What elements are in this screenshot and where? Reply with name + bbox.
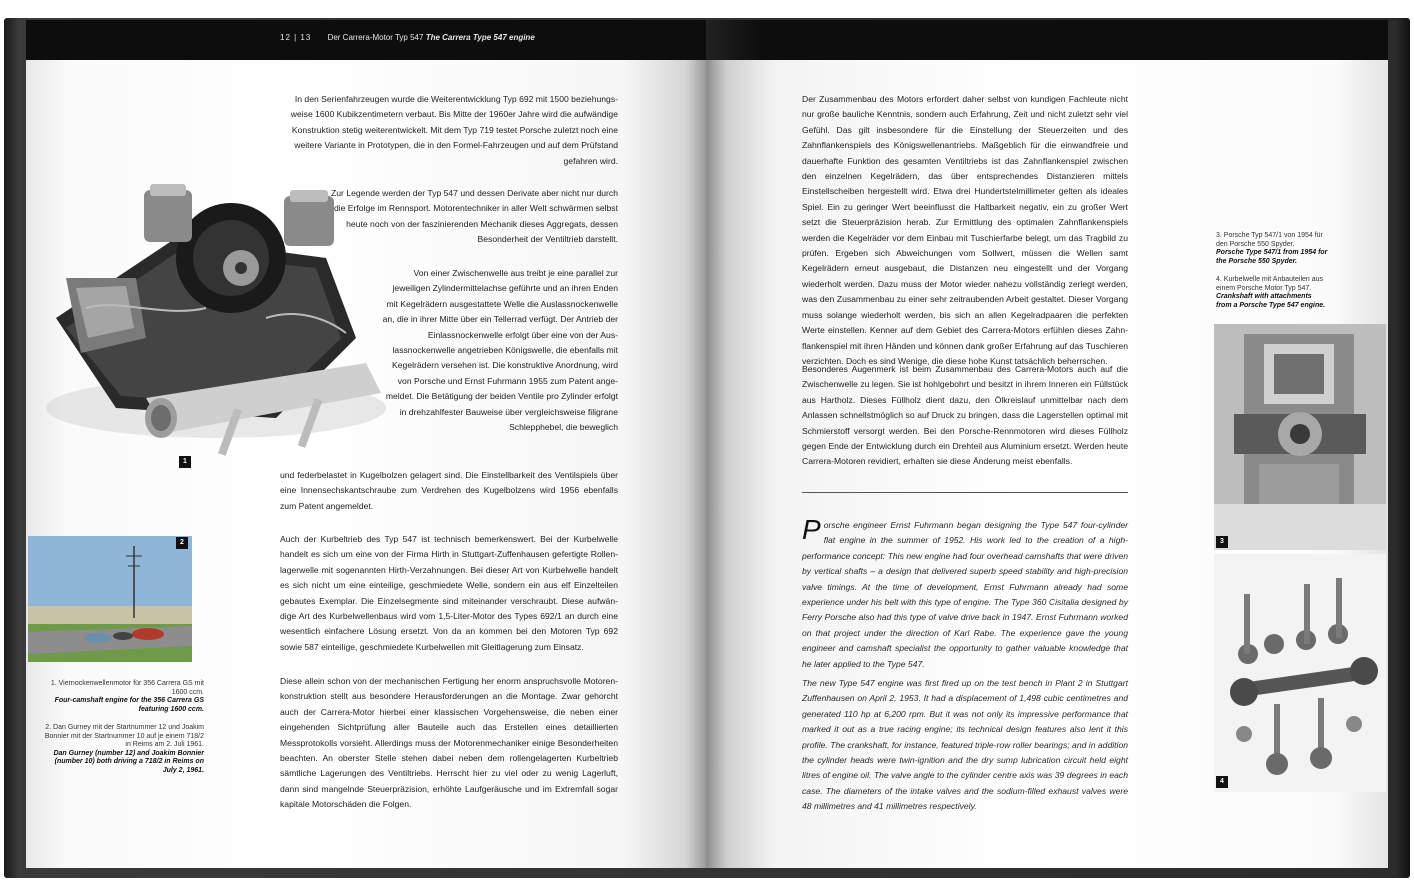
caption-2-en: Dan Gurney (number 12) and Joakim Bonnier (number 10) both driving a 718/2 in Reims on July 2, 1961.	[53, 749, 204, 774]
page-numbers: 12 | 13	[280, 33, 312, 42]
caption-4-en: Crankshaft with attachments from a Porsche Type 547 engine.	[1216, 293, 1326, 309]
caption-3-en: Porsche Type 547/1 from 1954 for the Porsche 550 Spyder.	[1216, 249, 1328, 265]
english-paragraph-1-text: orsche engineer Ernst Fuhrmann began designing the Type 547 four-cylinder flat engine in the summer of 1952. His work led to the creation of a high-performance concept: This new engine had four overhead camshafts that were driven by vertical shafts – a design that delivered superb speed stability and high-precision valve timings. At the time of development, Ernst Fuhrmann already had some experience under his belt with this type of engine. The Type 360 Cisitalia designed by Ferry Porsche also had this type of valve drive back in 1947. Ernst Fuhrmann worked on that project under the direction of Karl Rabe. The experience gave the young engineer and camshaft specialist the opportunity to gather valuable knowledge that he later applied to the Type 547.	[802, 520, 1128, 669]
left-paragraph-3-continued: und federbelastet in Kugelbolzen gelagert sind. Die Einstellbarkeit des Ventilspiels über eine Innensechskantschraube zum Verdrehen des Kugelbolzens wird 1956 ebenfalls zum Patent angemeldet.	[280, 470, 618, 511]
page-header	[280, 33, 535, 42]
page-header-bar-right	[706, 20, 1388, 60]
english-paragraph-1	[802, 514, 1128, 672]
caption-3	[1216, 232, 1328, 266]
page-header-bar	[26, 20, 706, 60]
right-paragraph-2: Besonderes Augenmerk ist beim Zusammenbau des Carrera-Motors auch auf die Zwischenwelle zu legen. Sie ist hohlgebohrt und besitzt in ihrem Inneren ein Füllstück aus Hartholz. Dieses Füllholz dient dazu, den Ölkreislauf unmittelbar nach dem Anlassen schnellstmöglich so auf Druck zu bringen, dass die Lagerstellen optimal mit Schmierstoff versorgt werden. Bei den Porsche-Rennmotoren wird dieses Füllholz gegen Ende der Entwicklung durch ein Drehteil aus Aluminium ersetzt. Werden heute Carrera-Motoren revidiert, erhalten sie diese Änderung meist ebenfalls.	[802, 364, 1128, 467]
caption-4	[1216, 276, 1328, 310]
header-title-en: The Carrera Type 547 engine	[425, 33, 535, 42]
figure-badge-3: 3	[1216, 536, 1228, 548]
right-paragraph-1: Der Zusammenbau des Motors erfordert daher selbst von kundigen Fachleute nicht nur große bauliche Kenntnis, sondern auch Erfahrung, Zeit und nicht zuletzt sehr viel Gefühl. Das gilt insbesondere für die Einstellung der Steuerzeiten und des Zahnflankenspiels des Königswellenantriebs. Maßgeblich für die einwandfreie und dauerhafte Funktion des gesamten Ventiltriebs ist das Zahnflankenspiel zwischen den einzelnen Kegelrädern, das über entsprechendes Distanzieren mittels Einstellscheiben hergestellt wird. Etwa drei Hundertstelmillimeter gelten als ideales Spiel. Ein zu geringer Wert beeinflusst die Haltbarkeit negativ, ein zu großer Wert setzt die Steuerpräzision herab. Zur Ermittlung des optimalen Zahnflankenspiels werden die Kegelräder vor dem Einbau mit Tuschierfarbe belegt, um das Tragbild zu prüfen. Ergeben sich Abweichungen vom Sollwert, müssen die Wellen samt Kegelrädern erneut ausgebaut, die Distanzen neu eingestellt und der Vorgang wiederholt werden. Dazu muss der Motor wieder nahezu vollständig zerlegt werden, was den Zusammenbau zu einer sehr zeitraubenden Arbeit gestaltet. Dieser Vorgang muss solange wiederholt werden, bis sich an allen Kegelradpaaren die perfekten Werte einstellen. Kenner auf dem Gebiet des Carrera-Motors erfühlen dieses Zahnflankenspiel mit ihren Händen und können dank großer Erfahrung auf das Tuschieren verzichten. Doch es sind Wenige, die diese hohe Kunst tatsächlich beherrschen.	[802, 94, 1128, 366]
caption-1	[42, 680, 204, 714]
caption-4-de: 4. Kurbelwelle mit Anbauteilen aus einem Porsche Motor Typ 547.	[1216, 276, 1324, 292]
caption-1-en: Four-camshaft engine for the 356 Carrera GS featuring 1600 ccm.	[54, 697, 204, 713]
left-paragraph-1: In den Serienfahrzeugen wurde die Weiterentwicklung Typ 692 mit 1500 beziehungsweise 1600 Kubikzentimetern verbaut. Bis Mitte der 1960er Jahre wird die aufwändige Konstruktion stetig weiterentwickelt. Mit dem Typ 719 testet Porsche zuletzt noch eine weitere Variante in Prototypen, die in den Formel-Fahrzeugen und auf dem Prüfstand gefahren wird.	[290, 94, 618, 166]
right-page	[706, 20, 1388, 868]
caption-2	[42, 724, 204, 776]
left-paragraph-4: Auch der Kurbeltrieb des Typ 547 ist technisch bemerkenswert. Bei der Kurbelwelle handelt es sich um eine von der Firma Hirth in Stuttgart-Zuffenhausen gefertigte Rollenlagerwelle mit sogenannten Hirth-Verzahnungen. Bei dieser Art von Kurbelwelle handelt es sich nicht um eine einteilige, geschmiedete Welle, sondern ein aus elf Einzelteilen gebautes Exemplar. Die Einzelsegmente sind miteinander verschraubt. Diese aufwändige Art des Kurbelwellenbaus wird vom 1,5-Liter-Motor des Types 692/1 an durch eine wesentlich einfachere Lösung ersetzt. Von da an kommen bei den Motoren Typ 692 sowie 587 einteilige, geschmiedete Kurbelwellen mit Gleitlagerung zum Einsatz.	[280, 534, 618, 652]
engine-top-photo	[1214, 324, 1386, 550]
crankshaft-photo	[1214, 554, 1386, 792]
caption-2-de: 2. Dan Gurney mit der Startnummer 12 und Joakim Bonnier mit der Startnummer 10 auf je einem 718/2 in Reims am 2. Juli 1961.	[44, 724, 204, 749]
left-page	[26, 20, 706, 868]
figure-badge-1: 1	[179, 456, 191, 468]
caption-1-de: 1. Viernockenwellenmotor für 356 Carrera GS mit 1600 ccm.	[50, 680, 204, 696]
section-divider	[802, 492, 1128, 493]
english-paragraph-2: The new Type 547 engine was first fired up on the test bench in Plant 2 in Stuttgart Zuffenhausen on April 2, 1953. It had a displacement of 1,498 cubic centimetres and generated 110 hp at 6,200 rpm. But it was not only its impressive performance that marked it out as a true racing engine; its technical design features also lent it this profile. The crankshaft, for instance, featured triple-row roller bearings; and in addition the cylinder heads were twin-ignition and the dry sump lubrication circuit held eight litres of engine oil. The valve angle to the cylinder centre axis was 39 degrees in each case. The diameters of the intake valves and the sodium-filled exhaust valves were 48 millimetres and 41 millimetres respectively.	[802, 678, 1128, 812]
header-title-de: Der Carrera-Motor Typ 547	[327, 33, 424, 42]
left-paragraph-5: Diese allein schon von der mechanischen Fertigung her enorm anspruchsvolle Motorenkonstruktion stellt aus besondere Herausforderungen an die Montage. Zwar gehorcht auch der Carrera-Motor hierbei einer klassischen Vorgehensweise, die neben einer eingehenden Sichtprüfung aller Bauteile auch das Erstellen eines detaillierten Messprotokolls vorsieht. Allerdings muss der Motorenmechaniker einige Besonderheiten beachten. An oberster Stelle stehen dabei neben dem rollengelagerten Kurbeltrieb sämtliche Lagerungen des Ventiltriebs. Herrscht hier zu viel oder zu wenig Lagerluft, dann sind mangelnde Steuerpräzision, erhöhte Laufgeräusche und im Extremfall sogar kapitale Motorschäden die Folgen.	[280, 676, 618, 810]
left-paragraph-3: Von einer Zwischenwelle aus treibt je eine parallel zur jeweiligen Zylindermittelachse geführte und an ihren Enden mit Kegelrädern ausgestattete Welle die Auslassnockenwelle an, die in ihrer Mitte über ein Tellerrad verfügt. Der Antrieb der Einlassnockenwelle erfolgt über eine von der Auslassnockenwelle angetrieben Königswelle, die ebenfalls mit Kegelrädern versehen ist. Die konstruktive Anordnung, wird von Porsche und Ernst Fuhrmann 1955 zum Patent angemeldet. Die Betätigung der beiden Ventile pro Zylinder erfolgt in drehzahlfester Bauweise über vergleichsweise filigrane Schlepphebel, die beweglich	[382, 268, 618, 433]
engine-photo	[26, 168, 396, 458]
caption-3-de: 3. Porsche Typ 547/1 von 1954 für den Porsche 550 Spyder.	[1216, 232, 1323, 248]
drop-cap: P	[802, 514, 821, 545]
figure-badge-2: 2	[176, 537, 188, 549]
left-paragraph-2: Zur Legende werden der Typ 547 und dessen Derivate aber nicht nur durch die Erfolge im Rennsport. Motorentechniker in aller Welt schwärmen selbst heute noch von der faszinierenden Mechanik dieses Aggregats, dessen Besonderheit der Ventiltrieb darstellt.	[331, 188, 618, 245]
race-photo	[28, 536, 192, 662]
figure-badge-4: 4	[1216, 776, 1228, 788]
